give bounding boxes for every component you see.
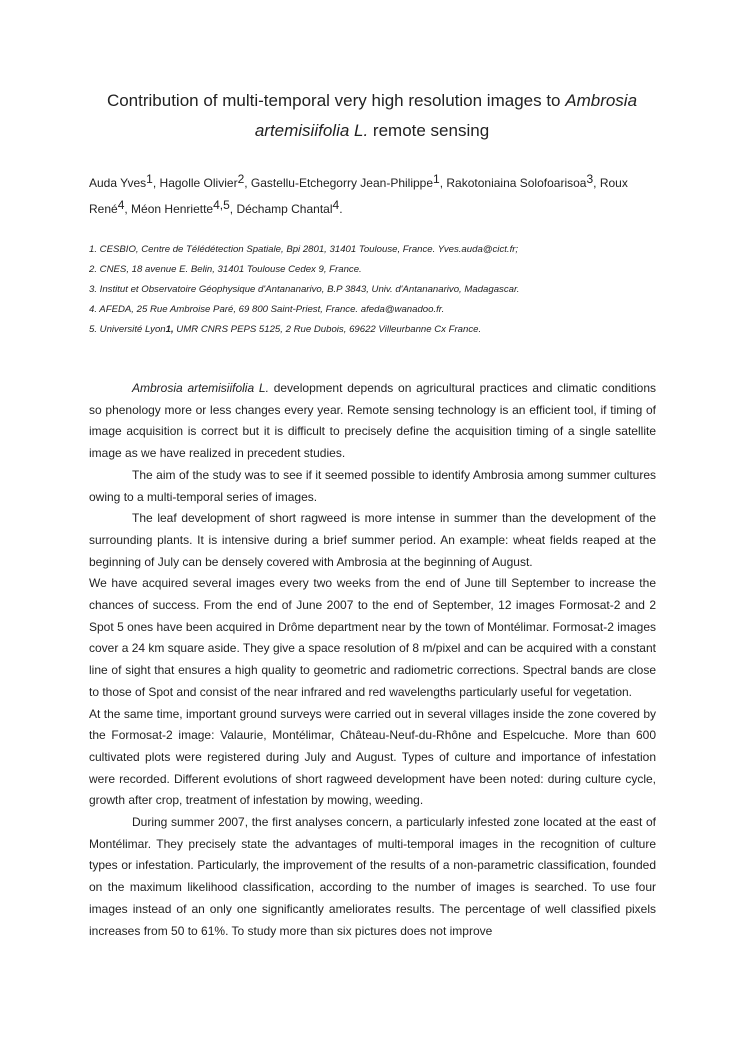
- title-part2: remote sensing: [368, 121, 490, 140]
- paragraph: The leaf development of short ragweed is more intense in summer than the development of the surrounding plants. It is intensive during a brief summer period. An example: wheat fields reaped at the beginning of July can be densely covered with Ambrosia at the beginning of August.: [89, 511, 656, 569]
- author: Déchamp Chantal$^4$: [236, 198, 340, 216]
- affiliation: 5. Université Lyon1, UMR CNRS PEPS 5125, 2 Rue Dubois, 69622 Villeurbanne Cx France.: [89, 324, 482, 335]
- title-species: Ambrosia artemisiifolia L.: [254, 91, 638, 140]
- body-text: [89, 378, 656, 942]
- title-part1: Contribution of multi-temporal very high resolution images to: [106, 91, 566, 110]
- paragraph: During summer 2007, the first analyses concern, a particularly infested zone located at the east of Montélimar. They precisely state the advantages of multi-temporal images in the recognition of culture types or infestation. Particularly, the improvement of the results of a non-parametric classification, founded on the maximum likelihood classification, according to the number of images is searched. To use four images instead of an only one significantly ameliorates results. The percentage of well classified pixels increases from 50 to 61%. To study more than six pictures does not improve: [89, 815, 656, 938]
- author-list: Auda Yves$^1$, Hagolle Olivier$^2$, Gastellu-Etchegorry Jean-Philippe$^1$, Rakotoniaina Solofoarisoa$^3$, Roux René$^4$, Méon Henriette$^{4,5}$, Déchamp Chantal$^4$.: [89, 172, 628, 216]
- affiliation: 3. Institut et Observatoire Géophysique d'Antananarivo, B.P 3843, Univ. d'Antananarivo, Madagascar.: [89, 284, 520, 295]
- paper-title: [60, 86, 684, 146]
- author: Gastellu-Etchegorry Jean-Philippe$^1$: [250, 172, 440, 190]
- affiliation: 2. CNES, 18 avenue E. Belin, 31401 Toulouse Cedex 9, France.: [89, 264, 362, 275]
- affiliation-list: [89, 240, 669, 340]
- affiliation: 1. CESBIO, Centre de Télédétection Spatiale, Bpi 2801, 31401 Toulouse, France. Yves.auda@cict.fr;: [89, 244, 519, 255]
- affiliation: 4. AFEDA, 25 Rue Ambroise Paré, 69 800 Saint-Priest, France. afeda@wanadoo.fr.: [89, 304, 445, 315]
- paragraph: We have acquired several images every two weeks from the end of June till September to increase the chances of success. From the end of June 2007 to the end of September, 12 images Formosat-2 and 2 Spot 5 ones have been acquired in Drôme department near by the town of Montélimar. Formosat-2 images cover a 24 km square aside. They give a space resolution of 8 m/pixel and can be acquired with a constant line of sight that ensures a high quality to geometric and radiometric corrections. Spectral bands are close to those of Spot and consist of the near infrared and red wavelengths particularly useful for vegetation.: [89, 576, 656, 699]
- species-name: Ambrosia artemisiifolia L.: [132, 381, 269, 395]
- author: Hagolle Olivier$^2$: [159, 172, 245, 190]
- author: Auda Yves$^1$: [89, 172, 153, 190]
- author: Rakotoniaina Solofoarisoa$^3$: [446, 172, 594, 190]
- paragraph: At the same time, important ground surveys were carried out in several villages inside the zone covered by the Formosat-2 image: Valaurie, Montélimar, Château-Neuf-du-Rhône and Espelcuche. More than 600 cultivated plots were registered during July and August. Types of culture and importance of infestation were recorded. Different evolutions of short ragweed development have been noted: during culture cycle, growth after crop, treatment of infestation by mowing, weeding.: [89, 706, 656, 808]
- author: Roux René$^4$: [89, 176, 628, 216]
- author: Méon Henriette$^{4,5}$: [131, 198, 230, 216]
- paragraph: The aim of the study was to see if it seemed possible to identify Ambrosia among summer cultures owing to a multi-temporal series of images.: [89, 467, 656, 504]
- paragraph: Ambrosia artemisiifolia L. development depends on agricultural practices and climatic conditions so phenology more or less changes every year. Remote sensing technology is an efficient tool, if timing of image acquisition is correct but it is difficult to precisely define the acquisition timing of a single satellite image as we have realized in precedent studies.: [89, 381, 657, 461]
